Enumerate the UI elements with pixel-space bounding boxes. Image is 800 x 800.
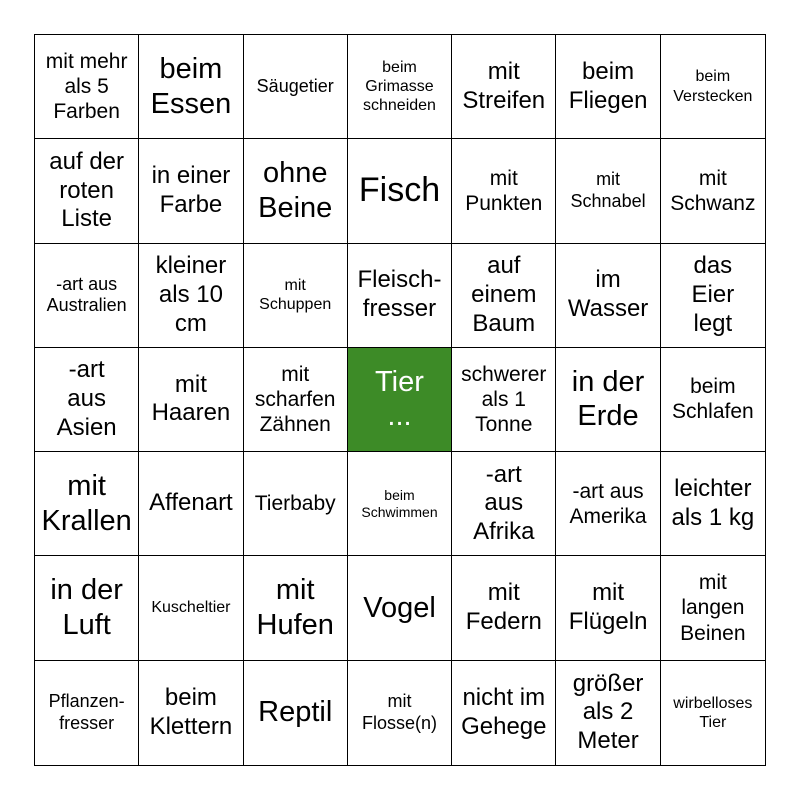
bingo-board [34,34,766,766]
bingo-cell[interactable]: ohne Beine [244,139,348,243]
bingo-cell[interactable]: auf einem Baum [452,244,556,348]
bingo-cell[interactable]: auf der roten Liste [35,139,139,243]
bingo-cell[interactable]: -art aus Amerika [556,452,660,556]
bingo-cell[interactable]: Fisch [348,139,452,243]
bingo-cell[interactable]: Reptil [244,661,348,765]
bingo-cell[interactable]: beim Essen [139,35,243,139]
bingo-cell[interactable]: beim Klettern [139,661,243,765]
bingo-cell[interactable]: mit mehr als 5 Farben [35,35,139,139]
bingo-cell[interactable]: mit Krallen [35,452,139,556]
bingo-cell[interactable]: mit Streifen [452,35,556,139]
bingo-cell[interactable]: mit Hufen [244,556,348,660]
bingo-cell[interactable]: in der Erde [556,348,660,452]
bingo-cell[interactable]: beim Verstecken [661,35,765,139]
bingo-cell[interactable]: -art aus Australien [35,244,139,348]
bingo-cell[interactable]: kleiner als 10 cm [139,244,243,348]
bingo-cell[interactable]: schwerer als 1 Tonne [452,348,556,452]
bingo-cell[interactable]: im Wasser [556,244,660,348]
bingo-cell[interactable]: Säugetier [244,35,348,139]
bingo-cell[interactable]: mit langen Beinen [661,556,765,660]
bingo-cell[interactable]: wirbelloses Tier [673,694,753,731]
bingo-cell[interactable]: Tierbaby [244,452,348,556]
bingo-cell[interactable]: mit Haaren [139,348,243,452]
bingo-cell[interactable]: mit scharfen Zähnen [244,348,348,452]
bingo-cell[interactable]: größer als 2 Meter [556,661,660,765]
free-center-cell[interactable]: Tier ... [348,348,452,452]
bingo-cell[interactable]: beim Fliegen [556,35,660,139]
bingo-cell[interactable]: mit Flügeln [556,556,660,660]
bingo-cell[interactable]: Pflanzen-fresser [35,661,139,765]
bingo-cell[interactable]: Vogel [348,556,452,660]
bingo-cell[interactable]: in der Luft [35,556,139,660]
bingo-cell[interactable]: leichter als 1 kg [661,452,765,556]
bingo-cell[interactable]: -art aus Afrika [452,452,556,556]
bingo-cell[interactable]: mit Schwanz [661,139,765,243]
bingo-cell[interactable]: nicht im Gehege [452,661,556,765]
bingo-cell[interactable]: Fleisch-fresser [348,244,452,348]
bingo-cell[interactable]: mit Punkten [452,139,556,243]
bingo-cell[interactable]: -art aus Asien [35,348,139,452]
bingo-cell[interactable]: beim Grimasse schneiden [348,35,452,139]
bingo-cell[interactable]: in einer Farbe [139,139,243,243]
bingo-cell[interactable]: beim Schlafen [661,348,765,452]
bingo-cell[interactable]: das Eier legt [661,244,765,348]
bingo-cell[interactable]: Kuscheltier [139,556,243,660]
bingo-cell[interactable]: Affenart [139,452,243,556]
bingo-cell[interactable]: mit Federn [452,556,556,660]
bingo-cell[interactable]: mit Schnabel [556,139,660,243]
bingo-cell[interactable]: beim Schwimmen [348,452,452,556]
bingo-cell[interactable]: mit Flosse(n) [348,661,452,765]
bingo-cell[interactable]: mit Schuppen [244,244,348,348]
